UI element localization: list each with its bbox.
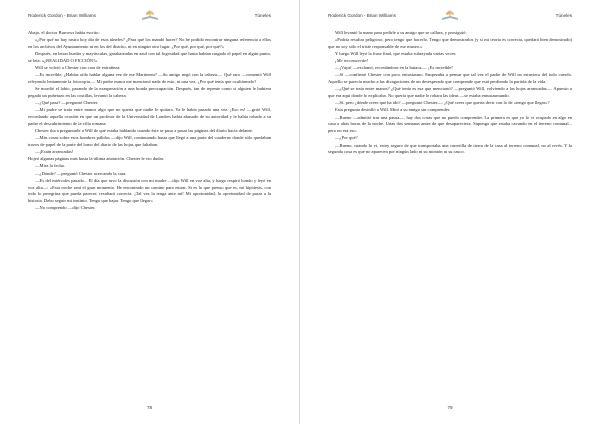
paragraph: ¡Me reconocerán! — [335, 58, 369, 64]
paragraph: —¿Qué pasa? —preguntó Chester. — [35, 100, 99, 106]
paragraph: Chester iba a preguntarle a Will de qué estaba hablando cuando éste se puso a pasar las páginas del diario hacia delante. — [35, 128, 253, 134]
paragraph: —Bueno, cuando lo vi, estoy seguro de que transportaba una carretilla de tierra de la casa al terreno comunal, no al revés. Y la segunda cosa es que no aparecen por ningún lado ni su montón ni su casco. — [328, 142, 572, 155]
page-number: 78 — [146, 405, 153, 410]
paragraph: —Es del miércoles pasado... El día que tuvo la discusión con mi madre —dijo Will en voz alta, y luego respiró hondo y leyó en voz alta—: «Esta noche será el gran momento. He encontrado un camino para entrar. Si es lo que pienso que es, mi hipótesis, con todo lo peregrina que pueda parecer, resultará correcta. ¡Tal vez la tenga ante mí! Mi oportunidad, la oportunidad de pasar a la historia. Debo seguir mi instinto. Tengo que bajar. Tengo que llegar» — [28, 177, 271, 204]
paragraph: —¡Están arrancadas! — [35, 149, 74, 155]
paragraph: Abajo, el doctor Burrows había escrito: — [28, 30, 100, 35]
paragraph: —¿Qué se traía entre manos? ¿Qué tenía es esa que mencionó? —preguntó Will, volviendo a las hojas arrancadas—. Apuesto a que era aquí donde lo explicaba. No quería que nadie le robara las ideas —se estaba entusiasmando. — [328, 86, 572, 99]
page-body — [328, 30, 572, 157]
paragraph: Will levantó la mano para pedirle a su amigo que se callara, y prosiguió: — [335, 30, 467, 35]
page-header — [300, 8, 600, 22]
page-number: 79 — [447, 405, 453, 410]
header-title: Túneles — [555, 13, 572, 18]
paragraph: —Bueno —admitió tras una pausa—, hay dos cosas que no puedo comprender. La primera es que yo lo vi ocupado en algo en casa a altas horas de la noche. Unas dos semanas antes de que desapareciera. Supongo que estaba cavando en el terreno comunal... pero no era eso. — [328, 114, 572, 134]
right-page — [300, 0, 600, 424]
paragraph: —Es increíble. ¿Habías oído hablar alguna vez de ese Martineau? —Su amigo negó con la cabeza—. Qué raro —comentó Will releyendo lentamente la fotocopia—. Mi padre nunca me mencionó nada de esto, ni una vez. ¿Por qué tenía que ocultármelo? — [28, 72, 271, 85]
paragraph: Esta pregunta desinfló a Will. Miró a su amigo sin comprender. — [335, 107, 451, 113]
paragraph: Se mordió el labio, pasando de la exasperación a una honda preocupación. Después, tan de repente como si alguien le hubiera pegado un puñetazo en las costillas, levantó la cabeza. — [28, 86, 271, 99]
book-logo-icon — [140, 8, 160, 22]
header-title: Túneles — [254, 13, 271, 18]
paragraph: —¿Por qué? — [335, 135, 358, 141]
book-logo-icon — [440, 8, 460, 22]
paragraph: Después, en letras burdas y mayúsculas, garabateadas en azul con tal fogosidad que hasta habían rasgado el papel en algún punto, se leía: «¿REALIDAD O FICCIÓN?» — [28, 51, 271, 63]
paragraph: —Mi padre se traía entre manos algo que no quería que nadie le quitara. Ya le había pasado una vez. ¡Eso es! —gritó Will, recordando aquella ocasión en que un profesor de la Universidad de Londres había abusado de su autoridad y le había robado a su padre el descubrimiento de la villa romana. — [28, 107, 271, 127]
paragraph: «Podría resultar peligroso, pero tengo que hacerlo. Tengo que demostrarlos (y si mi teoría es correcta, quedará bien demostrado) que no soy sólo el triste responsable de ese museo.» — [328, 37, 572, 49]
header-author: Roderick Gordon - Brian Williams — [28, 13, 96, 18]
paragraph: —Más cosas sobre esos hombres pálidos —dijo Will, continuando hasta que llegó a una parte del cuaderno donde sólo quedaban trozos de papel de la parte del lomo del diario de las hojas que faltaban. — [28, 135, 271, 148]
paragraph: —¡Vaya! —exclamó, recostándose en la butaca—. ¡Es increíble! — [335, 65, 453, 71]
paragraph: Hojeó algunas páginas más hasta la última anotación. Chester le vio dudar. — [28, 156, 164, 162]
page-body — [28, 30, 271, 213]
paragraph: —No comprendo —dijo Chester. — [35, 205, 96, 211]
paragraph: —¿Dónde? —preguntó Chester acercando la cara. — [35, 170, 127, 176]
header-author: Roderick Gordon - Brian Williams — [328, 13, 396, 18]
paragraph: «¿Por qué no hay rastro hoy día de esos túneles? ¿Para qué los mandó hacer? No he podido encontrar ninguna referencia a ellos en los archivos del Ayuntamiento ni en los del distrito, ni en ningún otro lugar. ¿Por qué, por qué, por qué?» — [28, 37, 271, 49]
paragraph: —Mira la fecha. — [35, 163, 65, 169]
paragraph: —Sí —confirmó Chester con poco entusiasmo. Empezaba a pensar que tal vez el padre de Will no estuviera del todo cuerdo. Aquello se parecía mucho a las divagaciones de un desesperado que comprende que está perdiendo la partida de la vida. — [328, 72, 572, 85]
paragraph: —Sí, pero ¿dónde crees que ha ido? —preguntó Chester—. ¿Qué crees que quería decir con lo de «tengo que llegar»? — [335, 100, 550, 106]
paragraph: Y luego Will leyó la frase final, que estaba subrayada varias veces: — [335, 51, 457, 57]
paragraph: Will se volvió a Chester con cara de extrañeza: — [35, 65, 121, 71]
page-header — [0, 8, 299, 22]
